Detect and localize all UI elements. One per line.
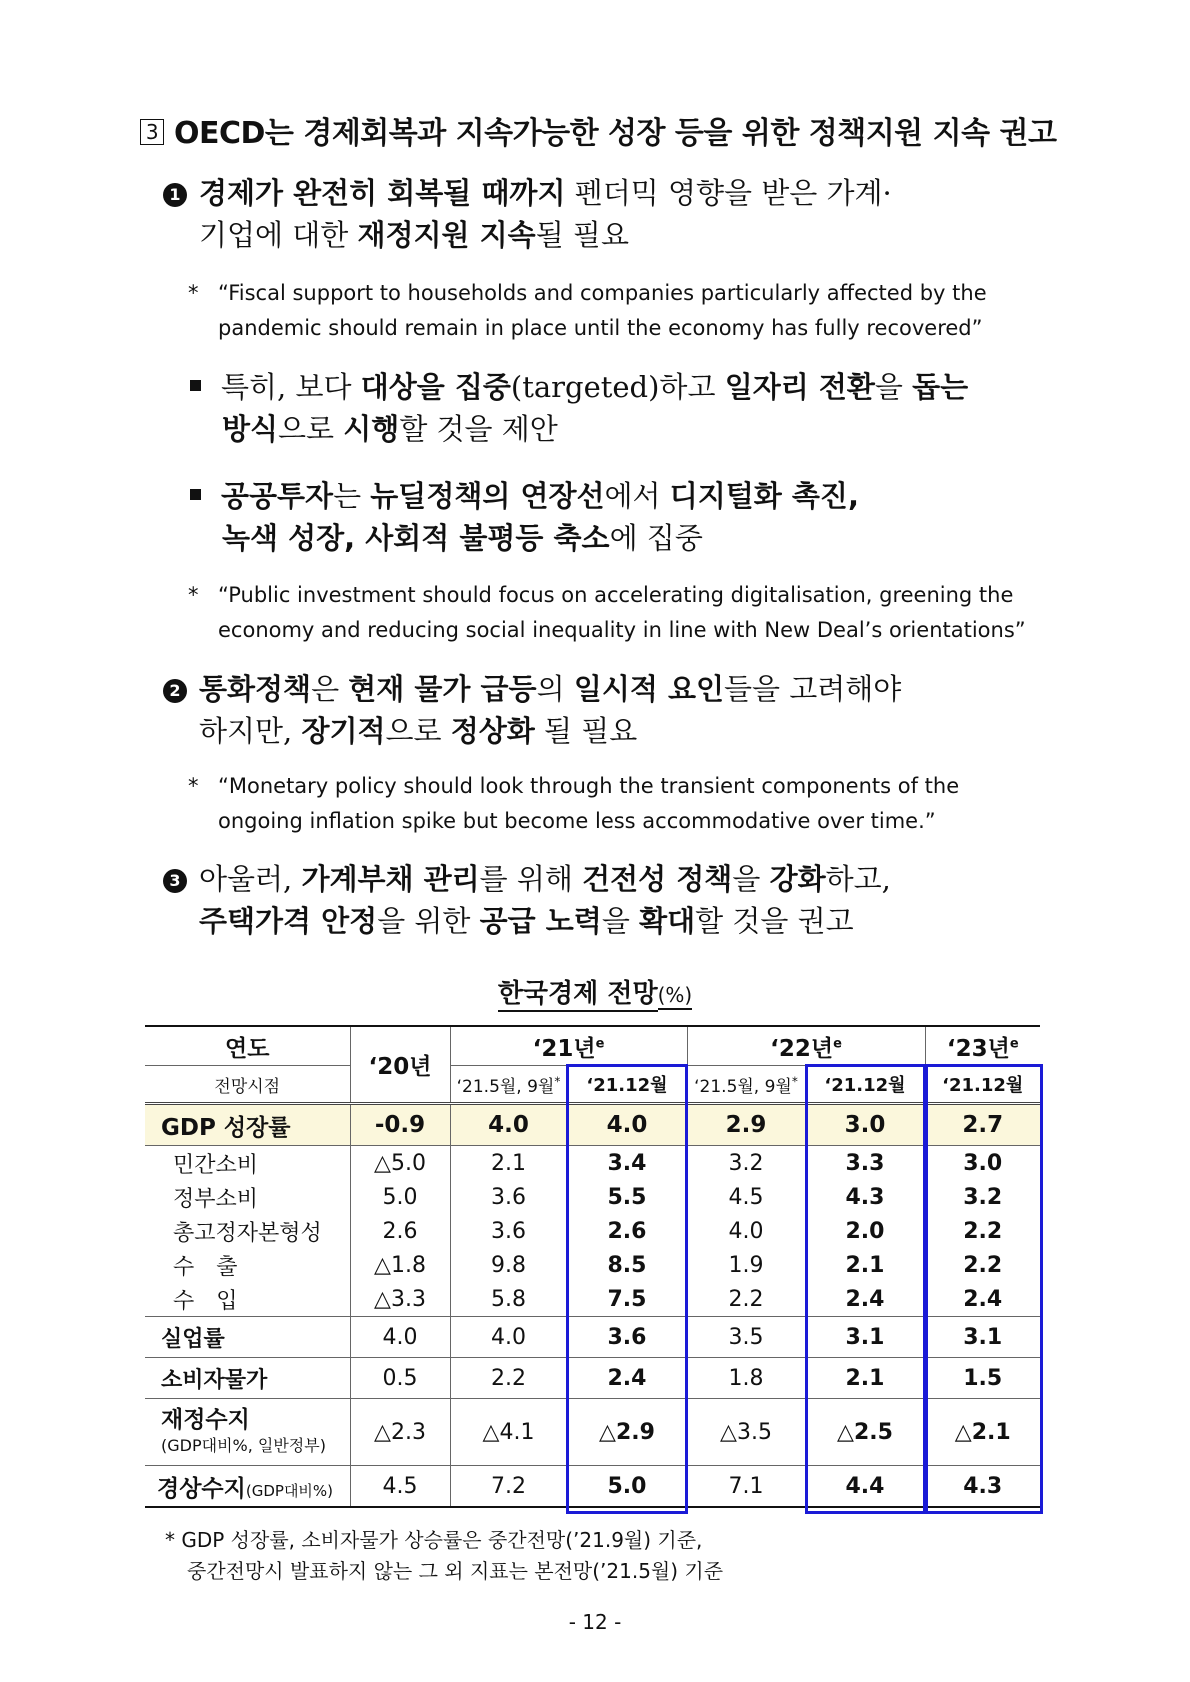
cell: △5.0 xyxy=(350,1146,450,1181)
header-2022-text: ‘22년 xyxy=(770,1035,834,1062)
s3-l2-b: 을 위한 xyxy=(377,904,480,938)
sec1-bullet2-line1 xyxy=(190,475,859,518)
cell: △2.1 xyxy=(925,1399,1040,1466)
cell: 2.2 xyxy=(687,1282,805,1317)
cell: 2.4 xyxy=(805,1282,925,1317)
sup-star: * xyxy=(554,1073,561,1088)
cell: 3.3 xyxy=(805,1146,925,1181)
page-number: - 12 - xyxy=(568,1610,622,1634)
b1-l2-c: 시행 xyxy=(343,412,400,446)
b2-b: 는 xyxy=(333,479,371,513)
row-label xyxy=(145,1399,350,1466)
number-1-icon: 1 xyxy=(163,183,187,207)
header-2021-dec: ‘21.12월 xyxy=(567,1066,687,1104)
h-ms2: ‘21.5월, 9월 xyxy=(694,1076,792,1097)
row-label xyxy=(145,1466,350,1508)
b2-l2-b: 에 집중 xyxy=(609,521,703,555)
sec2-quote-l1: “Monetary policy should look through the transient components of the xyxy=(218,774,960,798)
s3-a: 아울러, xyxy=(199,862,302,896)
cell: 5.0 xyxy=(567,1466,687,1508)
cell: △3.3 xyxy=(350,1282,450,1317)
header-2020: ‘20년 xyxy=(350,1026,450,1104)
cell: 4.5 xyxy=(350,1466,450,1508)
cell: 3.6 xyxy=(567,1317,687,1358)
header-2023-text: ‘23년 xyxy=(946,1035,1010,1062)
cell: 4.0 xyxy=(567,1104,687,1146)
cell: 4.0 xyxy=(450,1104,567,1146)
number-3-icon: 3 xyxy=(163,869,187,893)
table-title xyxy=(0,973,1190,1010)
row-label-main: 재정수지 xyxy=(161,1407,250,1433)
s2-l2-e: 될 필요 xyxy=(534,714,638,748)
header-2021-may-sep xyxy=(450,1066,567,1104)
sec1-l2-c: 될 필요 xyxy=(535,218,629,252)
cell: 2.1 xyxy=(450,1146,567,1181)
b1-f: 돕는 xyxy=(912,370,969,404)
s2-e: 일시적 요인 xyxy=(573,672,724,706)
s2-l2-b: 장기적 xyxy=(301,714,386,748)
table-footnote xyxy=(165,1525,723,1587)
row-sublabel: (GDP대비%) xyxy=(245,1481,334,1500)
header-2022 xyxy=(687,1026,925,1066)
b2-c: 뉴딜정책의 연장선 xyxy=(370,479,605,513)
sec3-line2 xyxy=(199,900,854,943)
cell: 5.0 xyxy=(350,1180,450,1214)
sec1-quote2-l1: “Public investment should focus on accelerating digitalisation, greening the xyxy=(218,583,1014,607)
b1-e: 을 xyxy=(874,370,913,404)
cell: 2.1 xyxy=(805,1248,925,1282)
cell: 4.5 xyxy=(687,1180,805,1214)
sec2-quote-l2: ongoing inflation spike but become less accommodative over time.” xyxy=(218,809,936,833)
cell: 2.0 xyxy=(805,1214,925,1248)
cell: △2.5 xyxy=(805,1399,925,1466)
sec1-quote2: * “Public investment should focus on accelerating digitalisation, greening the economy and reducing social inequality in line with New Deal’s orientations” xyxy=(188,578,1026,648)
b1-a: 특히, 보다 xyxy=(221,370,361,404)
cell: 3.5 xyxy=(687,1317,805,1358)
b1-b: 대상을 집중 xyxy=(360,370,511,404)
cell: 5.8 xyxy=(450,1282,567,1317)
sec2-line1 xyxy=(163,668,901,711)
sec2-quote: * “Monetary policy should look through the transient components of the ongoing inflation spike but become less accommodative over time.” xyxy=(188,769,959,839)
sup-e: e xyxy=(1009,1035,1019,1051)
s2-a: 통화정책 xyxy=(199,672,312,706)
highlight-box-2022-dec xyxy=(805,1064,926,1514)
s2-d: 의 xyxy=(536,672,574,706)
header-2022-dec: ‘21.12월 xyxy=(805,1066,925,1104)
b1-c: (targeted)하고 xyxy=(510,370,725,404)
row-label: 민간소비 xyxy=(145,1146,350,1181)
s3-c: 를 위해 xyxy=(479,862,583,896)
sec1-quote2-l2: economy and reducing social inequality in line with New Deal’s orientations” xyxy=(218,618,1026,642)
s3-g: 하고, xyxy=(825,862,891,896)
s2-l2-c: 으로 xyxy=(385,714,451,748)
sec2-line2 xyxy=(199,710,637,753)
row-label-main: 경상수지 xyxy=(157,1475,246,1502)
cell: 4.3 xyxy=(805,1180,925,1214)
cell: 2.2 xyxy=(450,1358,567,1399)
cell: 3.6 xyxy=(450,1214,567,1248)
cell: 3.4 xyxy=(567,1146,687,1181)
sec1-l2-a: 기업에 대한 xyxy=(199,218,358,252)
cell: 5.5 xyxy=(567,1180,687,1214)
highlight-box-2021-dec xyxy=(566,1064,688,1514)
row-label: 수 입 xyxy=(145,1282,350,1317)
sec1-quote-l2: pandemic should remain in place until the economy has fully recovered” xyxy=(218,316,983,340)
cell: 2.6 xyxy=(567,1214,687,1248)
b1-l2-a: 방식 xyxy=(222,412,279,446)
cell: 4.0 xyxy=(450,1317,567,1358)
s3-l2-a: 주택가격 안정 xyxy=(199,904,378,938)
b1-l2-b: 으로 xyxy=(278,412,344,446)
cell: △1.8 xyxy=(350,1248,450,1282)
s2-c: 현재 물가 급등 xyxy=(348,672,537,706)
row-label: 수 출 xyxy=(145,1248,350,1282)
b2-e: 디지털화 촉진, xyxy=(669,479,859,513)
cell: 2.1 xyxy=(805,1358,925,1399)
sup-star: * xyxy=(791,1073,798,1088)
s3-f: 강화 xyxy=(769,862,826,896)
header-year: 연도 xyxy=(145,1026,350,1066)
cell: 2.6 xyxy=(350,1214,450,1248)
header-basis: 전망시점 xyxy=(145,1066,350,1104)
cell: 7.2 xyxy=(450,1466,567,1508)
cell: 7.5 xyxy=(567,1282,687,1317)
s3-d: 건전성 정책 xyxy=(582,862,733,896)
cell: △2.3 xyxy=(350,1399,450,1466)
cell: 2.2 xyxy=(963,1252,1003,1278)
b2-a: 공공투자 xyxy=(221,479,334,513)
cell: △3.5 xyxy=(687,1399,805,1466)
highlight-box-2023-dec xyxy=(925,1064,1043,1514)
sec1-line2 xyxy=(199,214,629,257)
table-unit: (%) xyxy=(658,983,693,1010)
row-label: 정부소비 xyxy=(145,1180,350,1214)
cell: 4.4 xyxy=(805,1466,925,1508)
footnote-line2: 중간전망시 발표하지 않는 그 외 지표는 본전망(’21.5월) 기준 xyxy=(187,1559,724,1583)
cell: 3.0 xyxy=(963,1150,1003,1176)
cell: 9.8 xyxy=(450,1248,567,1282)
cell: 3.6 xyxy=(450,1180,567,1214)
header-2021-text: ‘21년 xyxy=(532,1035,596,1062)
cell: 2.7 xyxy=(925,1104,1040,1146)
sec1-bullet1-line1 xyxy=(190,366,968,409)
footnote-line1: * GDP 성장률, 소비자물가 상승률은 중간전망(’21.9월) 기준, xyxy=(165,1528,703,1552)
row-sublabel: (GDP대비%, 일반정부) xyxy=(161,1436,326,1455)
cell: 1.5 xyxy=(925,1358,1040,1399)
sec1-quote: * “Fiscal support to households and companies particularly affected by the pandemic should remain in place until the economy has fully recovered” xyxy=(188,276,987,346)
cell: -0.9 xyxy=(350,1104,450,1146)
cell: 2.2 xyxy=(963,1218,1003,1244)
row-label: GDP 성장률 xyxy=(145,1104,350,1146)
sec1-l1-text: 펜더믹 영향을 받은 가계· xyxy=(565,176,892,210)
cell: 3.2 xyxy=(963,1184,1003,1210)
cell: 4.0 xyxy=(687,1214,805,1248)
number-2-icon: 2 xyxy=(163,679,187,703)
s2-l2-a: 하지만, xyxy=(199,714,302,748)
b2-d: 에서 xyxy=(604,479,670,513)
sec1-line1 xyxy=(163,172,892,215)
sup-e: e xyxy=(833,1035,842,1051)
s3-l2-d: 을 xyxy=(601,904,640,938)
section-heading xyxy=(140,108,1056,152)
cell: 2.4 xyxy=(567,1358,687,1399)
cell: △4.1 xyxy=(450,1399,567,1466)
cell: 2.4 xyxy=(925,1282,1040,1317)
row-label: 총고정자본형성 xyxy=(145,1214,350,1248)
cell: △2.9 xyxy=(567,1399,687,1466)
sec1-bullet2-line2 xyxy=(222,517,703,560)
s2-l2-d: 정상화 xyxy=(450,714,535,748)
cell: 7.1 xyxy=(687,1466,805,1508)
heading-number-box: 3 xyxy=(140,119,164,145)
sup-e: e xyxy=(595,1035,605,1051)
cell: 2.9 xyxy=(687,1104,805,1146)
s2-f: 들을 고려해야 xyxy=(723,672,902,706)
cell: 4.3 xyxy=(925,1466,1040,1508)
header-2022-may-sep xyxy=(687,1066,805,1104)
sec1-l2-bold: 재정지원 지속 xyxy=(357,218,536,252)
s3-e: 을 xyxy=(732,862,770,896)
sec3-line1 xyxy=(163,858,891,901)
s3-l2-e: 확대 xyxy=(639,904,696,938)
h-ms: ‘21.5월, 9월 xyxy=(456,1076,555,1097)
header-2023 xyxy=(925,1026,1040,1066)
row-label: 실업률 xyxy=(145,1317,350,1358)
cell: 1.8 xyxy=(687,1358,805,1399)
s2-b: 은 xyxy=(311,672,349,706)
sec1-bullet1-line2 xyxy=(222,408,558,451)
cell: 3.2 xyxy=(687,1146,805,1181)
cell: 3.0 xyxy=(805,1104,925,1146)
b1-d: 일자리 전환 xyxy=(724,370,875,404)
s3-l2-c: 공급 노력 xyxy=(479,904,602,938)
s3-b: 가계부채 관리 xyxy=(301,862,480,896)
row-label: 소비자물가 xyxy=(145,1358,350,1399)
cell: 3.1 xyxy=(925,1317,1040,1358)
s3-l2-f: 할 것을 권고 xyxy=(695,904,854,938)
cell: 1.9 xyxy=(687,1248,805,1282)
b2-l2-a: 녹색 성장, 사회적 불평등 축소 xyxy=(222,521,610,555)
cell: 8.5 xyxy=(567,1248,687,1282)
cell: 3.1 xyxy=(805,1317,925,1358)
square-bullet-icon xyxy=(190,380,201,391)
b1-l2-d: 할 것을 제안 xyxy=(399,412,558,446)
sec1-l1-bold: 경제가 완전히 회복될 때까지 xyxy=(199,176,566,210)
square-bullet-icon xyxy=(190,489,201,500)
cell: 4.0 xyxy=(350,1317,450,1358)
table-title-text: 한국경제 전망 xyxy=(498,979,658,1012)
header-2023-dec: ‘21.12월 xyxy=(925,1066,1040,1104)
sec1-quote-l1: “Fiscal support to households and companies particularly affected by the xyxy=(218,281,987,305)
table-header-row xyxy=(145,1026,1040,1066)
cell: 0.5 xyxy=(350,1358,450,1399)
heading-text: OECD는 경제회복과 지속가능한 성장 등을 위한 정책지원 지속 권고 xyxy=(174,116,1057,151)
header-2021 xyxy=(450,1026,687,1066)
